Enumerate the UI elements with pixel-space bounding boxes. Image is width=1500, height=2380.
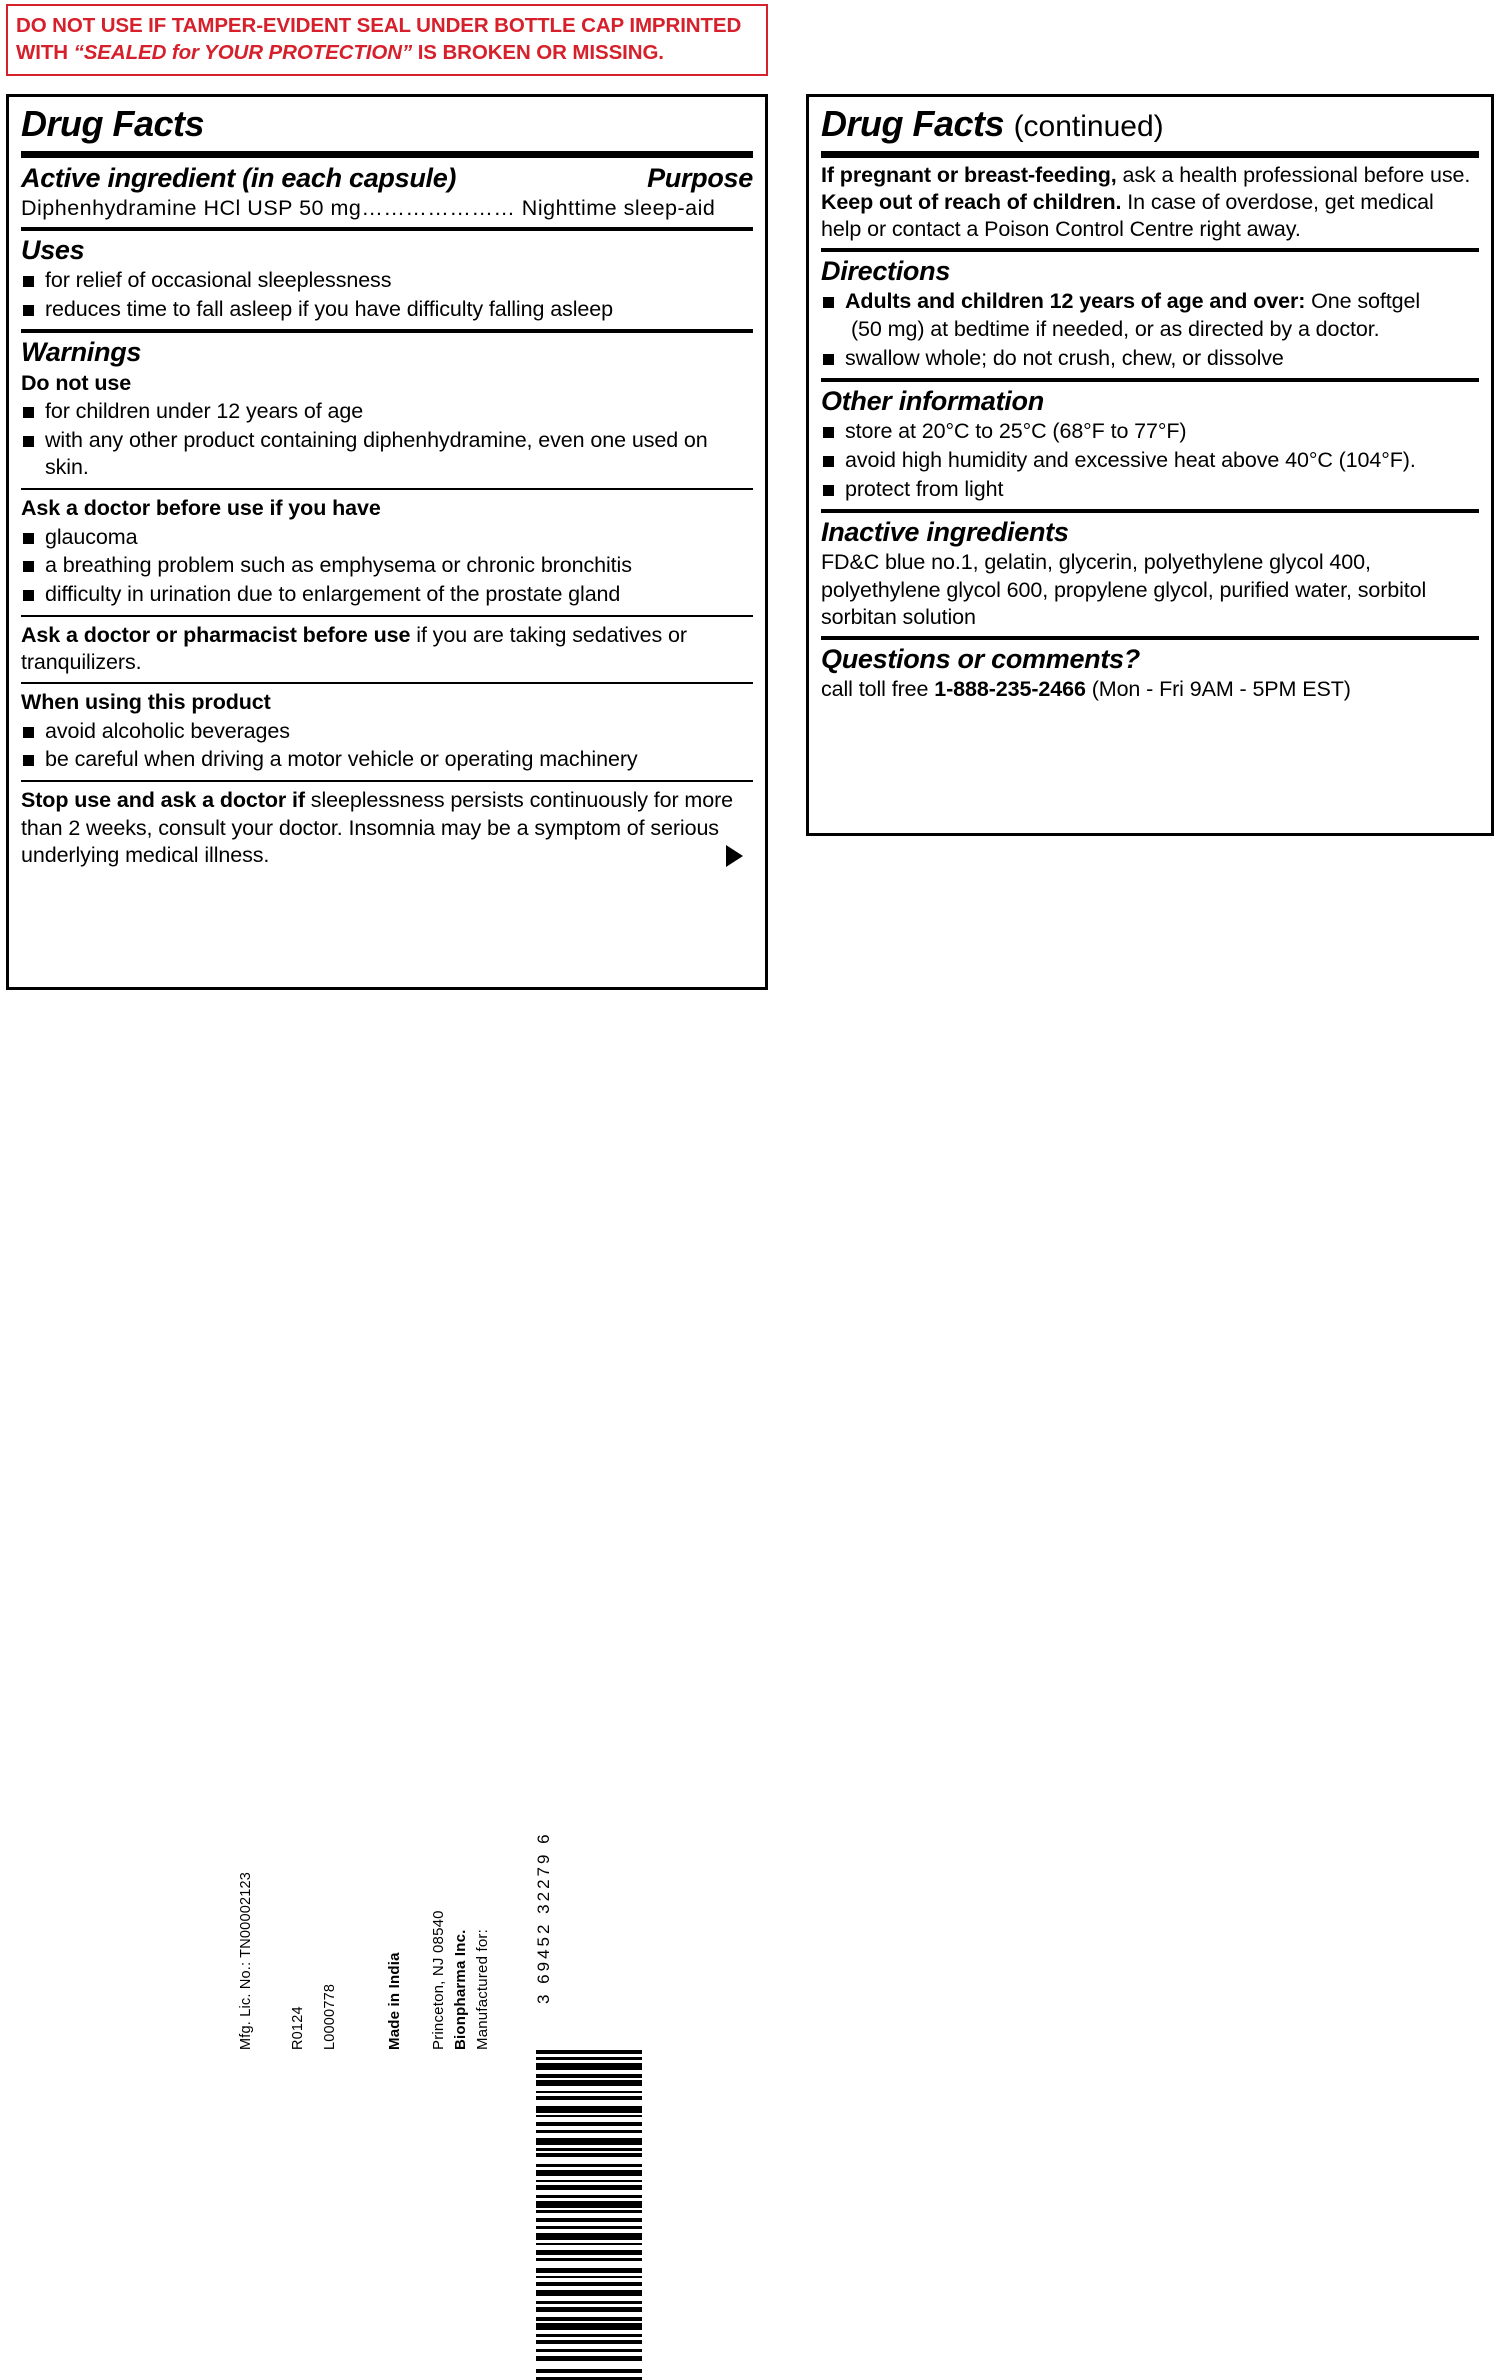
manufactured-for-text: Manufactured for: bbox=[474, 1929, 491, 2050]
purpose-heading: Purpose bbox=[647, 162, 753, 193]
list-item: avoid high humidity and excessive heat above 40°C (104°F). bbox=[821, 447, 1479, 475]
directions-adults-bold: Adults and children 12 years of age and over: bbox=[845, 289, 1306, 314]
tamper-warning-line-2-prefix: WITH bbox=[16, 41, 74, 65]
ask-doctor-or-pharmacist-text bbox=[21, 622, 753, 676]
list-item: reduces time to fall asleep if you have difficulty falling asleep bbox=[21, 296, 753, 324]
warnings-heading: Warnings bbox=[21, 337, 142, 368]
directions-adults-rest: One softgel bbox=[1305, 289, 1421, 314]
list-item: a breathing problem such as emphysema or chronic bronchitis bbox=[21, 552, 753, 580]
ask-doctor-list bbox=[21, 524, 753, 610]
active-ingredient-heading: Active ingredient (in each capsule) bbox=[21, 162, 457, 193]
tamper-warning-line-2-suffix: IS BROKEN OR MISSING. bbox=[412, 41, 664, 65]
tamper-warning-line-2 bbox=[16, 39, 758, 66]
barcode-bars bbox=[536, 2050, 642, 2380]
divider-thin-3 bbox=[21, 682, 753, 684]
divider-thin-4 bbox=[21, 780, 753, 782]
pregnancy-and-children-text bbox=[821, 162, 1479, 243]
directions-list bbox=[821, 288, 1479, 373]
do-not-use-list bbox=[21, 398, 753, 483]
drug-facts-continued-title-main: Drug Facts bbox=[821, 103, 1005, 144]
divider-medium-right-3 bbox=[821, 509, 1479, 513]
directions-heading: Directions bbox=[821, 256, 951, 287]
uses-list bbox=[21, 267, 753, 324]
tamper-evident-warning-box bbox=[6, 4, 768, 76]
divider-thick-right bbox=[821, 151, 1479, 158]
mfg-license-text: Mfg. Lic. No.: TN00002123 bbox=[238, 1871, 254, 2050]
list-item: avoid alcoholic beverages bbox=[21, 718, 753, 746]
divider-thin-1 bbox=[21, 488, 753, 490]
list-item: be careful when driving a motor vehicle or operating machinery bbox=[21, 746, 753, 774]
keep-out-of-reach-bold: Keep out of reach of children. bbox=[821, 189, 1122, 214]
other-information-list bbox=[821, 418, 1479, 504]
when-using-list bbox=[21, 718, 753, 775]
stop-use-bold: Stop use and ask a doctor if bbox=[21, 788, 305, 813]
divider-medium-right-2 bbox=[821, 378, 1479, 382]
divider-thin-2 bbox=[21, 615, 753, 617]
ask-doctor-or-pharmacist-rest: if you are taking sedatives or tranquilizers. bbox=[21, 623, 687, 675]
barcode bbox=[536, 2050, 642, 2380]
tamper-warning-sealed-phrase: “SEALED for YOUR PROTECTION” bbox=[73, 41, 413, 65]
revision-code-text: R0124 bbox=[290, 2006, 306, 2050]
ask-doctor-or-pharmacist-bold: Ask a doctor or pharmacist before use bbox=[21, 623, 411, 648]
divider-thick bbox=[21, 151, 753, 158]
lot-code-text: L0000778 bbox=[322, 1983, 338, 2050]
list-item: for relief of occasional sleeplessness bbox=[21, 267, 753, 295]
manufacturer-company-text: Bionpharma Inc. bbox=[452, 1929, 469, 2050]
drug-facts-panel-left bbox=[6, 94, 768, 990]
other-information-heading: Other information bbox=[821, 386, 1044, 417]
ask-doctor-heading: Ask a doctor before use if you have bbox=[21, 496, 381, 521]
list-item: for children under 12 years of age bbox=[21, 398, 753, 426]
keep-out-of-reach-rest: In case of overdose, get medical help or contact a Poison Control Centre right away. bbox=[821, 189, 1434, 242]
questions-phone-number: 1-888-235-2466 bbox=[934, 676, 1086, 701]
drug-facts-continued-title bbox=[821, 103, 1479, 148]
pregnancy-bold: If pregnant or breast-feeding, bbox=[821, 162, 1117, 187]
questions-hours: (Mon - Fri 9AM - 5PM EST) bbox=[1085, 676, 1351, 701]
when-using-heading: When using this product bbox=[21, 690, 271, 715]
manufacturer-address-text: Princeton, NJ 08540 bbox=[430, 1910, 447, 2050]
stop-use-text bbox=[21, 787, 753, 868]
list-item bbox=[821, 288, 1479, 344]
questions-phone-line bbox=[821, 676, 1479, 703]
made-in-india-text: Made in India bbox=[386, 1952, 403, 2050]
active-ingredient-heading-row bbox=[21, 162, 753, 195]
list-item: protect from light bbox=[821, 476, 1479, 504]
footer-rotated-block bbox=[0, 995, 1500, 2050]
active-ingredient-text: Diphenhydramine HCl USP 50 mg………………… Nighttime sleep-aid bbox=[21, 196, 716, 221]
continuation-arrow-icon bbox=[726, 845, 743, 867]
barcode-digits: 3 69452 32279 6 bbox=[534, 1831, 553, 2004]
list-item: glaucoma bbox=[21, 524, 753, 552]
questions-heading: Questions or comments? bbox=[821, 643, 1140, 674]
list-item: difficulty in urination due to enlargement of the prostate gland bbox=[21, 581, 753, 609]
directions-adults-line2: (50 mg) at bedtime if needed, or as directed by a doctor. bbox=[851, 317, 1380, 342]
stop-use-rest: sleeplessness persists continuously for more than 2 weeks, consult your doctor. Insomnia may be a symptom of serious underlying medical illness. bbox=[21, 788, 734, 867]
drug-facts-continued-label: (continued) bbox=[1013, 110, 1164, 143]
list-item: with any other product containing diphenhydramine, even one used on skin. bbox=[21, 427, 753, 483]
inactive-ingredients-text: FD&C blue no.1, gelatin, glycerin, polyethylene glycol 400, polyethylene glycol 600, propylene glycol, purified water, sorbitol sorbitan solution bbox=[821, 550, 1427, 629]
drug-facts-title: Drug Facts bbox=[21, 103, 205, 144]
uses-heading: Uses bbox=[21, 235, 85, 266]
divider-medium-right-4 bbox=[821, 636, 1479, 640]
list-item: swallow whole; do not crush, chew, or dissolve bbox=[821, 345, 1479, 373]
divider-medium-1 bbox=[21, 227, 753, 231]
divider-medium-right-1 bbox=[821, 248, 1479, 252]
tamper-warning-line-1: DO NOT USE IF TAMPER-EVIDENT SEAL UNDER BOTTLE CAP IMPRINTED bbox=[16, 14, 742, 37]
list-item: store at 20°C to 25°C (68°F to 77°F) bbox=[821, 418, 1479, 446]
divider-medium-2 bbox=[21, 329, 753, 333]
pregnancy-rest: ask a health professional before use. bbox=[1116, 162, 1471, 187]
drug-facts-panel-right bbox=[806, 94, 1494, 836]
inactive-ingredients-heading: Inactive ingredients bbox=[821, 517, 1069, 548]
questions-prefix: call toll free bbox=[821, 676, 935, 701]
do-not-use-heading: Do not use bbox=[21, 370, 132, 395]
